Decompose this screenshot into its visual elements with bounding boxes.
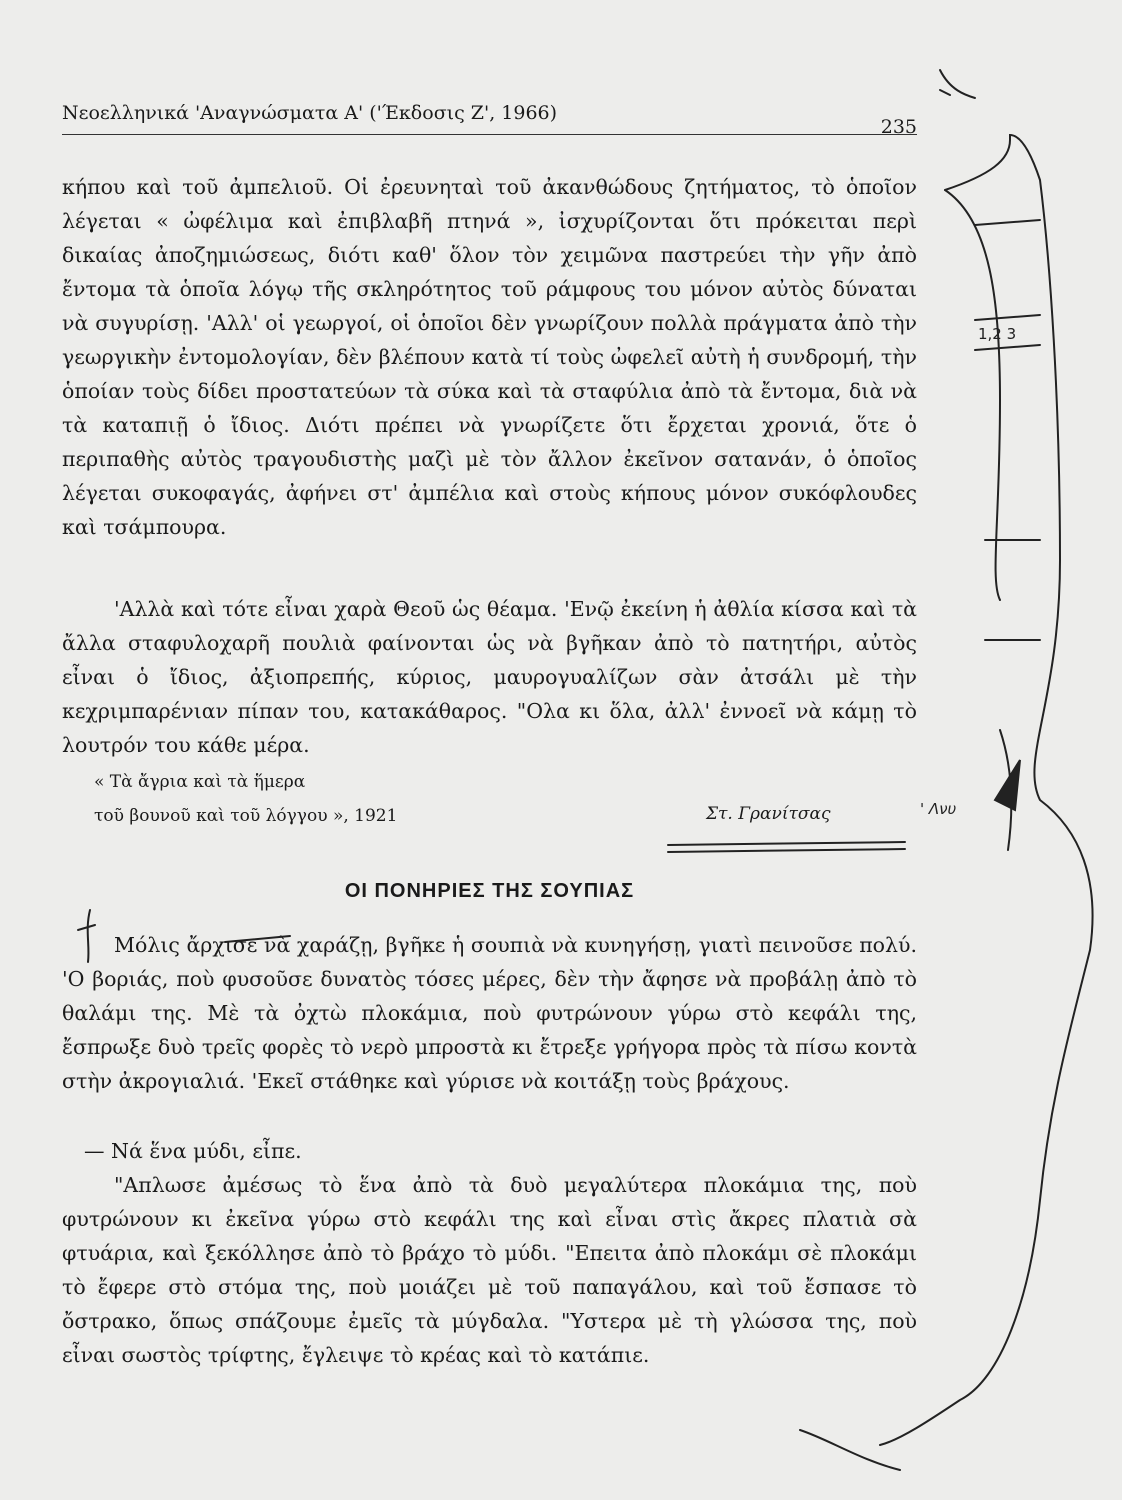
margin-handwritten-numbers: 1,2 3: [978, 325, 1017, 343]
section-paragraph-3: "Απλωσε ἀμέσως τὸ ἕνα ἀπὸ τὰ δυὸ μεγαλύτερα πλοκάμια της, ποὺ φυτρώνουν κι ἐκεῖνα γύρω στὸ κεφάλι της καὶ εἶναι στὶς ἄκρες πλατιὰ σὰ φτυάρια, καὶ ξεκόλλησε ἀπὸ τὸ βράχο τὸ μύδι. "Επειτα ἀπὸ πλοκάμι σὲ πλοκάμι τὸ ἔφερε στὸ στόμα της, ποὺ μοιάζει μὲ τοῦ παπαγάλου, καὶ τοῦ ἔσπασε τὸ ὄστρακο, ὅπως σπάζουμε ἐμεῖς τὰ μύγδαλα. "Υστερα μὲ τὴ γλώσσα της, ποὺ εἶναι σωστὸς τρίφτης, ἔγλειψε τὸ κρέας καὶ τὸ κατάπιε.: [62, 1173, 917, 1367]
strike-mark: [225, 936, 290, 942]
author-underline: [668, 842, 905, 852]
section-margin-mark: [78, 910, 95, 962]
body-paragraph-1: κήπου καὶ τοῦ ἀμπελιοῦ. Οἱ ἐρευνηταὶ τοῦ ἀκανθώδους ζητήματος, τὸ ὁποῖον λέγεται « ὠφέλιμα καὶ ἐπιβλαβῆ πτηνά », ἰσχυρίζονται ὅτι πρόκειται περὶ δικαίας ἀποζημιώσεως, διότι καθ' ὅλον τὸν χειμῶνα παστρεύει τὴν γῆν ἀπὸ ἔντομα τὰ ὁποῖα λόγῳ τῆς σκληρότητος τοῦ ράμφους του μόνον αὐτὸς δύναται νὰ συγυρίσῃ. 'Αλλ' οἱ γεωργοί, οἱ ὁποῖοι δὲν γνωρίζουν πολλὰ πράγματα ἀπὸ τὴν γεωργικὴν ἐντομολογίαν, δὲν βλέπουν κατὰ τί τοὺς ὠφελεῖ αὐτὴ ἡ συνδρομή, τὴν ὁποίαν τοὺς δίδει προστατεύων τὰ σύκα καὶ τὰ σταφύλια ἀπὸ τὰ ἔντομα, διὰ νὰ τὰ καταπιῇ ὁ ἴδιος. Διότι πρέπει νὰ γνωρίζετε ὅτι ἔρχεται χρονιά, ὅτε ὁ περιπαθὴς αὐτὸς τραγουδιστὴς μαζὶ μὲ τὸν ἄλλον ἐκεῖνον σατανάν, ὁ ὁποῖος λέγεται συκοφαγάς, ἀφήνει στ' ἀμπέλια καὶ στοὺς κήπους μόνον συκόφλουδες καὶ τσάμπουρα.: [62, 175, 917, 539]
body-paragraph-2: 'Αλλὰ καὶ τότε εἶναι χαρὰ Θεοῦ ὡς θέαμα. 'Ενῷ ἐκείνη ἡ ἀθλία κίσσα καὶ τὰ ἄλλα σταφυλοχαρῆ πουλιὰ φαίνονται ὡς νὰ βγῆκαν ἀπὸ τὸ πατητήρι, αὐτὸς εἶναι ὁ ἴδιος, ἀξιοπρεπής, κύριος, μαυρογυαλίζων σὰν ἀτσάλι μὲ τὴν κεχριμπαρένιαν πίπαν του, κατακάθαρος. "Ολα κι ὅλα, ἀλλ' ἐννοεῖ νὰ κάμῃ τὸ λουτρόν του κάθε μέρα.: [62, 597, 917, 757]
bracket-top: [975, 220, 1040, 225]
section-paragraph-2: — Νά ἕνα μύδι, εἶπε.: [84, 1139, 302, 1163]
source-quote-line-1: « Τὰ ἄγρια καὶ τὰ ἥμερα: [94, 772, 306, 792]
section-paragraph-1: Μόλις ἄρχισε νὰ χαράζῃ, βγῆκε ἡ σουπιὰ νὰ κυνηγήσῃ, γιατὶ πεινοῦσε πολύ. 'Ο βοριάς, ποὺ φυσοῦσε δυνατὸς τόσες μέρες, δὲν τὴν ἄφησε νὰ προβάλῃ ἀπὸ τὸ θαλάμι της. Μὲ τὰ ὀχτὼ πλοκάμια, ποὺ φυτρώνουν γύρω στὸ κεφάλι της, ἔσπρωξε δυὸ τρεῖς φορὲς τὸ νερὸ μπροστὰ κι ἔτρεξε γρήγορα πρὸς τὰ πίσω κοντὰ στὴν ἀκρογιαλιά. 'Εκεῖ στάθηκε καὶ γύρισε νὰ κοιτάξῃ τοὺς βράχους.: [62, 933, 917, 1093]
page-number: 235: [880, 116, 917, 138]
margin-arrow-head: [995, 760, 1020, 810]
section-heading: ΟΙ ΠΟΝΗΡΙΕΣ ΤΗΣ ΣΟΥΠΙΑΣ: [344, 880, 635, 902]
header-title: Νεοελληνικά 'Αναγνώσματα Α' ('Έκδοσις Ζ', 1966): [62, 102, 558, 124]
source-quote-line-2: τοῦ βουνοῦ καὶ τοῦ λόγγου », 1921: [94, 806, 398, 826]
margin-upper-line: [945, 190, 1000, 600]
quote-scribble: [940, 70, 975, 98]
bottom-curve: [800, 1430, 900, 1470]
margin-handwritten-word: ' Λνυ: [920, 800, 957, 818]
author-signature: Στ. Γρανίτσας: [706, 804, 831, 824]
